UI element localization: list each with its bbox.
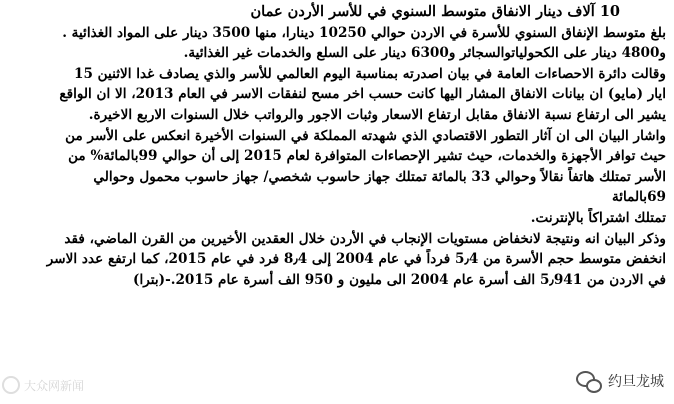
article-line-13: في الاردن من 5٫941 الف أسرة عام 2004 الى مليون و 950 الف أسرة عام 2015.-(بترا) <box>133 271 666 288</box>
article-line-9: 69بالمائة <box>611 189 666 206</box>
article-line-1: بلغ متوسط الإنفاق السنوي للأسرة في الاردن حوالي 10250 دينارا، منها 3500 دينار على المواد الغذائية . <box>62 24 666 41</box>
wechat-account-watermark <box>576 370 664 392</box>
article-line-6: واشار البيان الى ان آثار التطور الاقتصادي الذي شهدته المملكة في السنوات الأخيرة انعكس على الأسر من <box>65 127 666 144</box>
article-line-11: وذكر البيان انه ونتيجة لانخفاض مستويات الإنجاب في الأردن خلال العقدين الأخيرين من القرن الماضي، فقد <box>64 230 666 247</box>
watermark-left-text: 大众网新闻 <box>24 378 85 393</box>
article-line-8: الأسر تمتلك هاتفاً نقالاً وحوالي 33 بالمائة تمتلك جهاز حاسوب شخصي/ جهاز حاسوب محمول وحوالي <box>93 168 666 185</box>
article-title: 10 آلاف دينار الانفاق متوسط السنوي في للأسر الأردن عمان <box>250 3 620 20</box>
article-body <box>4 2 666 290</box>
watermark-logo-icon <box>2 376 20 394</box>
article-line-5: يشير الى ارتفاع نسبة الانفاق مقابل ارتفاع الاسعار وثبات الاجور والرواتب خلال السنوات الاربع الاخيرة. <box>88 106 666 123</box>
article-line-7: حيث توافر الأجهزة والخدمات، حيث تشير الإحصاءات المتوافرة لعام 2015 إلى أن حوالي 99بالمائة% من <box>68 148 666 165</box>
article-line-2: و4800 دينار على الكحولياتوالسجائر و6300 دينار على السلع والخدمات غير الغذائية. <box>183 45 666 62</box>
article-line-12: انخفض متوسط حجم الأسرة من 5٫4 فرداً في عام 2004 إلى 8٫4 فرد في عام 2015، كما ارتفع عدد الاسر <box>46 251 666 268</box>
wechat-icon <box>576 370 602 392</box>
wechat-account-name: 约旦龙城 <box>608 374 664 390</box>
article-line-3: وقالت دائرة الاحصاءات العامة في بيان اصدرته بمناسبة اليوم العالمي للأسر والذي يصادف غدا الاثنين 15 <box>73 65 666 82</box>
article-line-4: ايار (مايو) ان بيانات الانفاق المشار اليها كانت حسب اخر مسح لنفقات الاسر في العام 2013، الا ان الواقع <box>59 86 666 103</box>
article-line-10: تمتلك اشتراكاً بالإنترنت. <box>530 209 666 226</box>
source-watermark <box>2 376 84 394</box>
